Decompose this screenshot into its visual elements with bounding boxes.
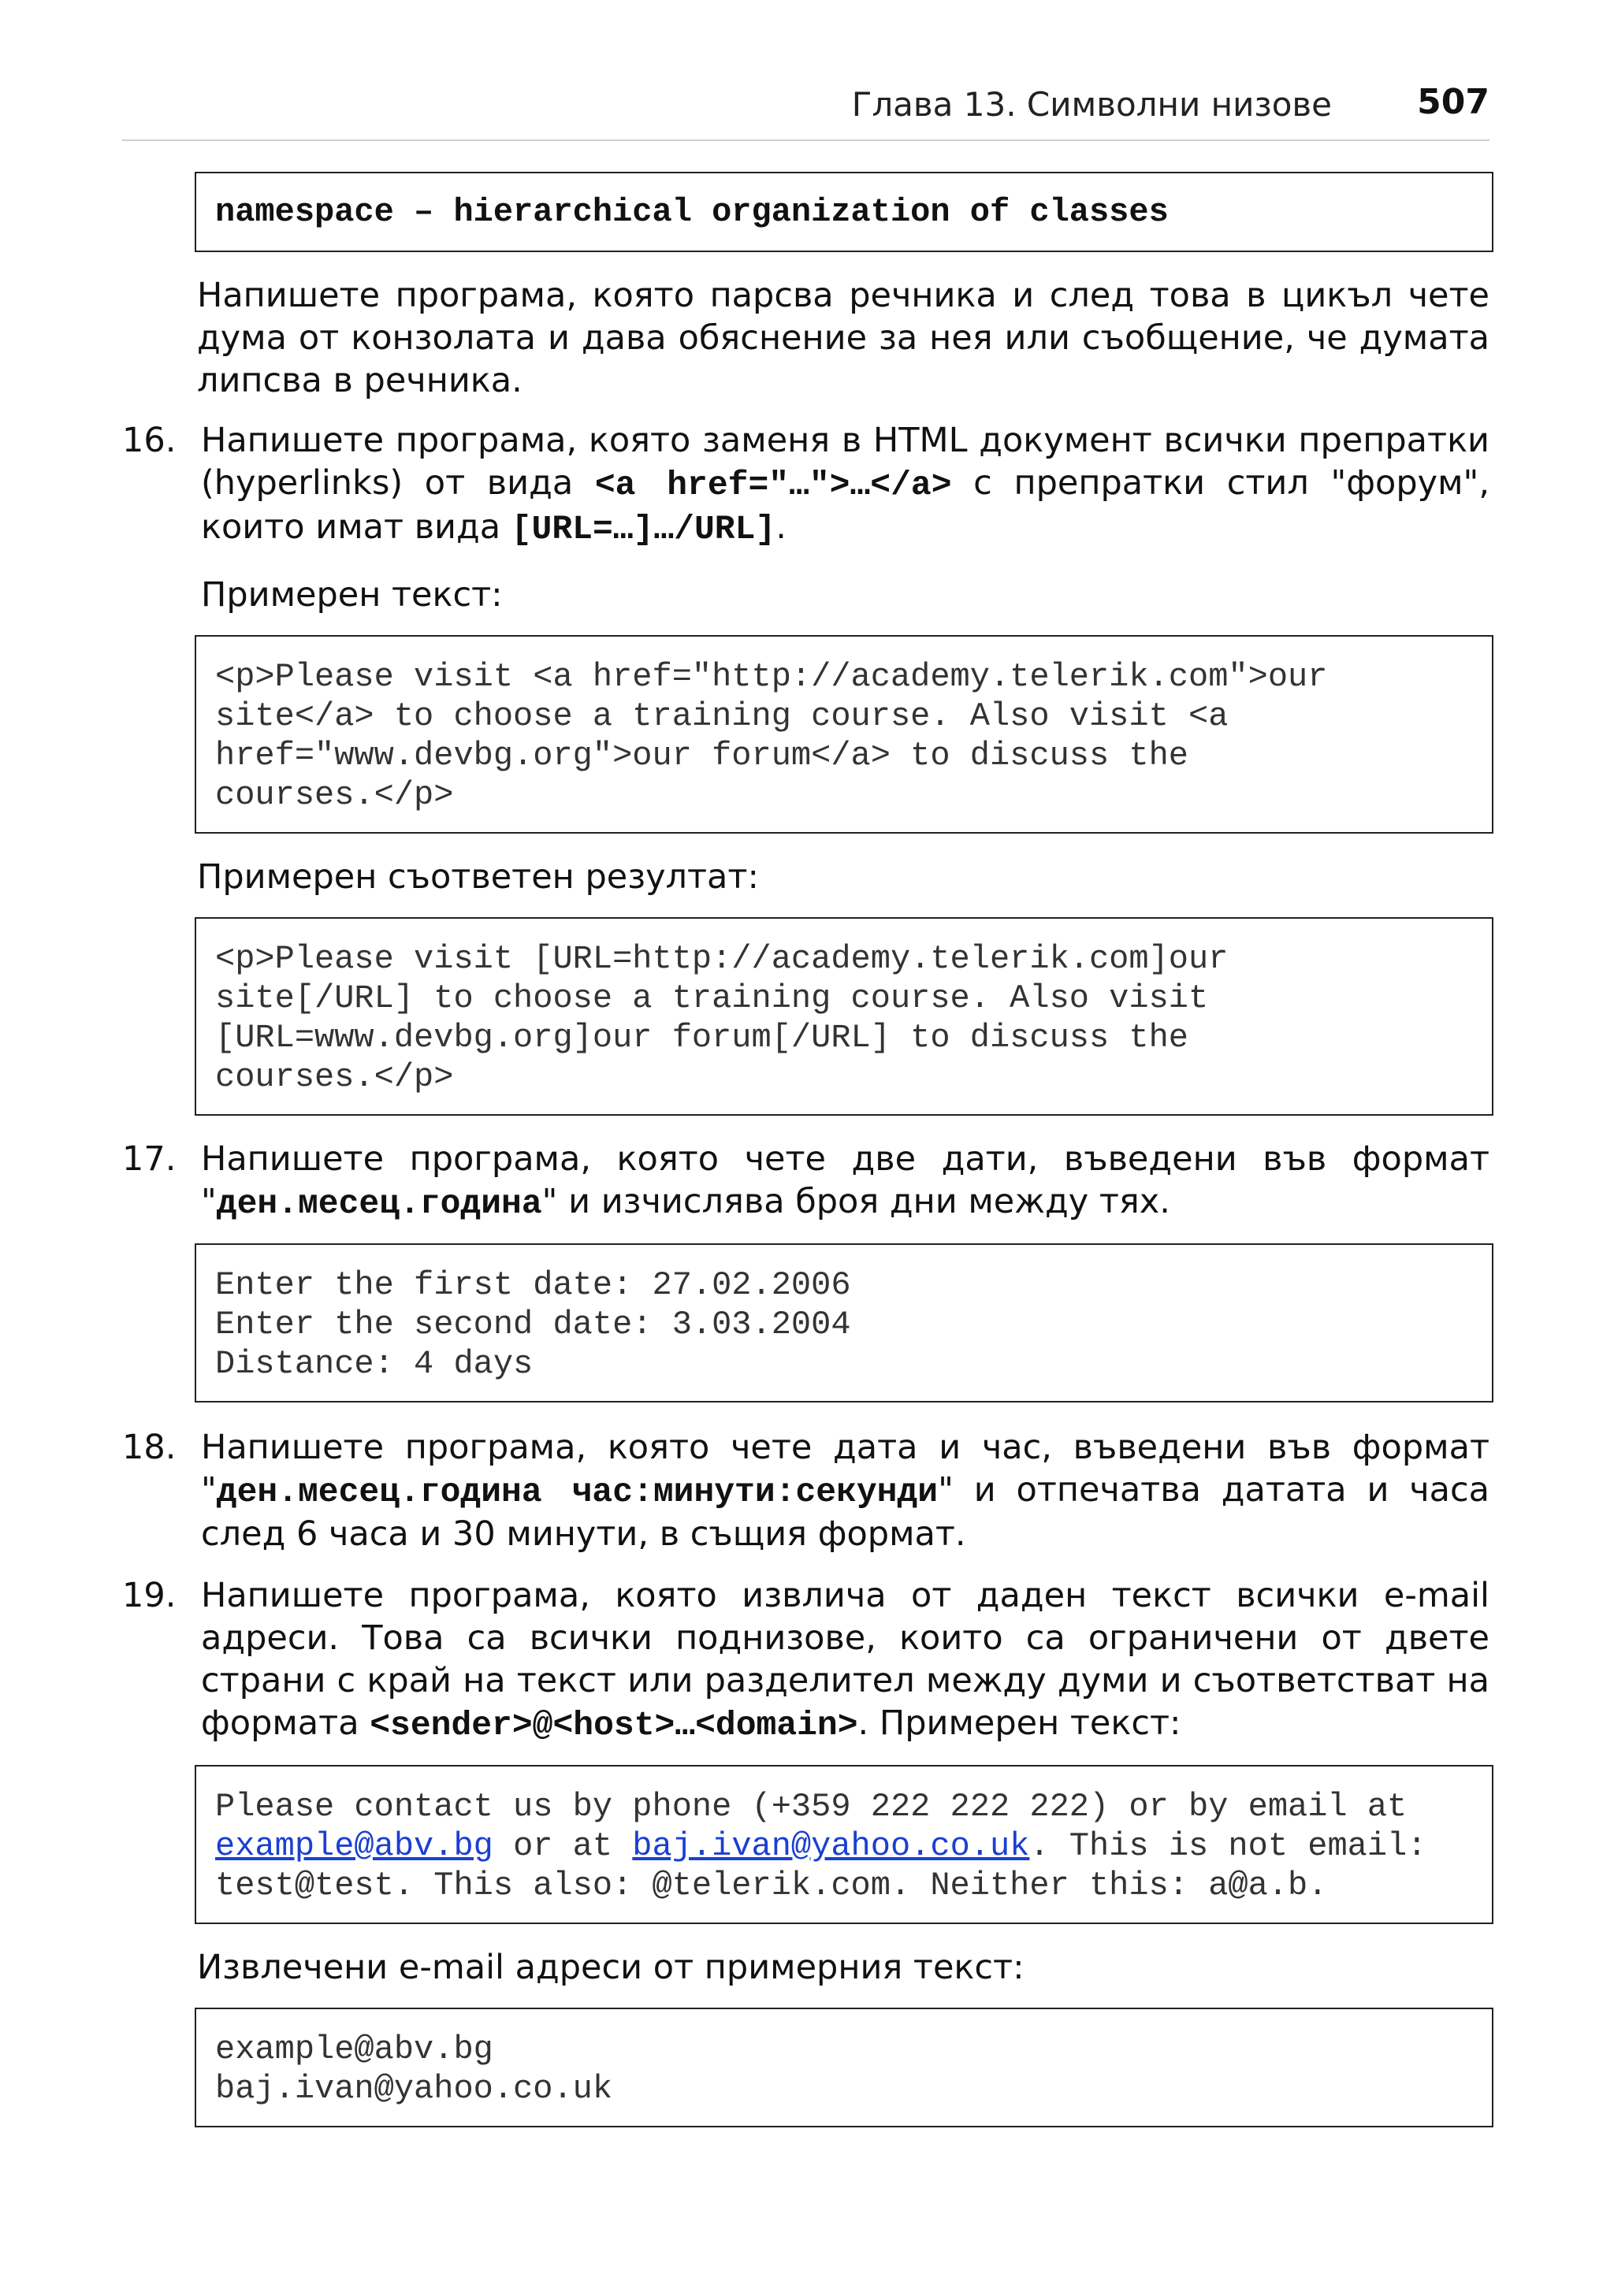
task-16-sample-label: Примерен текст: — [201, 575, 503, 615]
task-19-line-2: адреси. Това са всички поднизове, които са ограничени от двете — [201, 1618, 1489, 1658]
intro-line-1: Напишете програма, която парсва речника и след това в цикъл чете — [197, 276, 1489, 315]
task-17-line-1: Напишете програма, която чете две дати, въведени във формат — [201, 1139, 1489, 1179]
task-16-result-label: Примерен съответен резултат: — [197, 857, 759, 897]
task-18-line-3: след 6 часа и 30 минути, в същия формат. — [201, 1514, 966, 1554]
task-16-result-box — [195, 917, 1493, 1116]
page-header — [122, 79, 1489, 142]
task-19-result-box — [195, 2008, 1493, 2127]
chapter-title: Глава 13. Символни низове — [851, 85, 1332, 124]
task-16-line-1: Напишете програма, която заменя в HTML документ всички препратки — [201, 421, 1489, 460]
task-16-number: 16. — [122, 421, 177, 460]
email-link-example-abv[interactable]: example@abv.bg — [215, 1827, 493, 1865]
task-17-code-format: ден.месец.година — [216, 1184, 542, 1223]
page-number: 507 — [1417, 82, 1489, 122]
task-19-number: 19. — [122, 1576, 177, 1615]
task-16-code-url: [URL=…]…/URL] — [511, 510, 776, 548]
task-19-line-4: формата <sender>@<host>…<domain>. Примерен текст: — [201, 1703, 1181, 1744]
task-16-result-code: <p>Please visit [URL=http://academy.telerik.com]our site[/URL] to choose a training course. Also visit [URL=www.devbg.org]our forum[/URL] to discuss the courses.</p> — [215, 940, 1229, 1096]
email-link-baj-ivan[interactable]: baj.ivan@yahoo.co.uk — [632, 1827, 1030, 1865]
task-16-line-3: които имат вида [URL=…]…/URL]. — [201, 507, 787, 548]
task-16-sample-code: <p>Please visit <a href="http://academy.telerik.com">our site</a> to choose a training course. Also visit <a href="www.devbg.org">our forum</a> to discuss the courses.</p> — [215, 658, 1328, 814]
intro-line-3: липсва в речника. — [197, 361, 523, 400]
task-17-sample-code: Enter the first date: 27.02.2006 Enter the second date: 3.03.2004 Distance: 4 days — [215, 1266, 851, 1383]
task-19-line-1: Напишете програма, която извлича от даден текст всички e-mail — [201, 1576, 1489, 1615]
task-19-code-format: <sender>@<host>…<domain> — [370, 1706, 858, 1744]
task-19-sample-box — [195, 1765, 1493, 1924]
namespace-text: namespace – hierarchical organization of classes — [215, 193, 1169, 231]
task-19-sample-code: Please contact us by phone (+359 222 222 222) or by email at example@abv.bg or at baj.ivan@yahoo.co.uk. This is not email: test@test. This also: @telerik.com. Neither this: a@a.b. — [215, 1788, 1427, 1904]
task-17-number: 17. — [122, 1139, 177, 1179]
task-16-sample-box — [195, 635, 1493, 834]
namespace-box — [195, 172, 1493, 252]
task-19-result-label: Извлечени e-mail адреси от примерния текст: — [197, 1948, 1025, 1987]
intro-line-2: дума от конзолата и дава обяснение за нея или съобщение, че думата — [197, 318, 1489, 358]
task-18-number: 18. — [122, 1428, 177, 1467]
task-17-sample-box — [195, 1243, 1493, 1402]
task-19-line-3: страни с край на текст или разделител между думи и съответстват на — [201, 1661, 1489, 1700]
task-18-line-1: Напишете програма, която чете дата и час, въведени във формат — [201, 1428, 1489, 1467]
task-16-code-href: <a href="…">…</a> — [594, 466, 952, 504]
task-18-line-2: "ден.месец.година час:минути:секунди" и отпечатва датата и часа — [201, 1470, 1490, 1511]
task-17-line-2: "ден.месец.година" и изчислява броя дни между тях. — [201, 1182, 1170, 1223]
header-divider — [122, 139, 1489, 141]
task-19-result-code: example@abv.bg baj.ivan@yahoo.co.uk — [215, 2030, 613, 2108]
task-16-line-2: (hyperlinks) от вида <a href="…">…</a> с препратки стил "форум", — [201, 463, 1489, 504]
task-18-code-format: ден.месец.година час:минути:секунди — [216, 1473, 939, 1511]
